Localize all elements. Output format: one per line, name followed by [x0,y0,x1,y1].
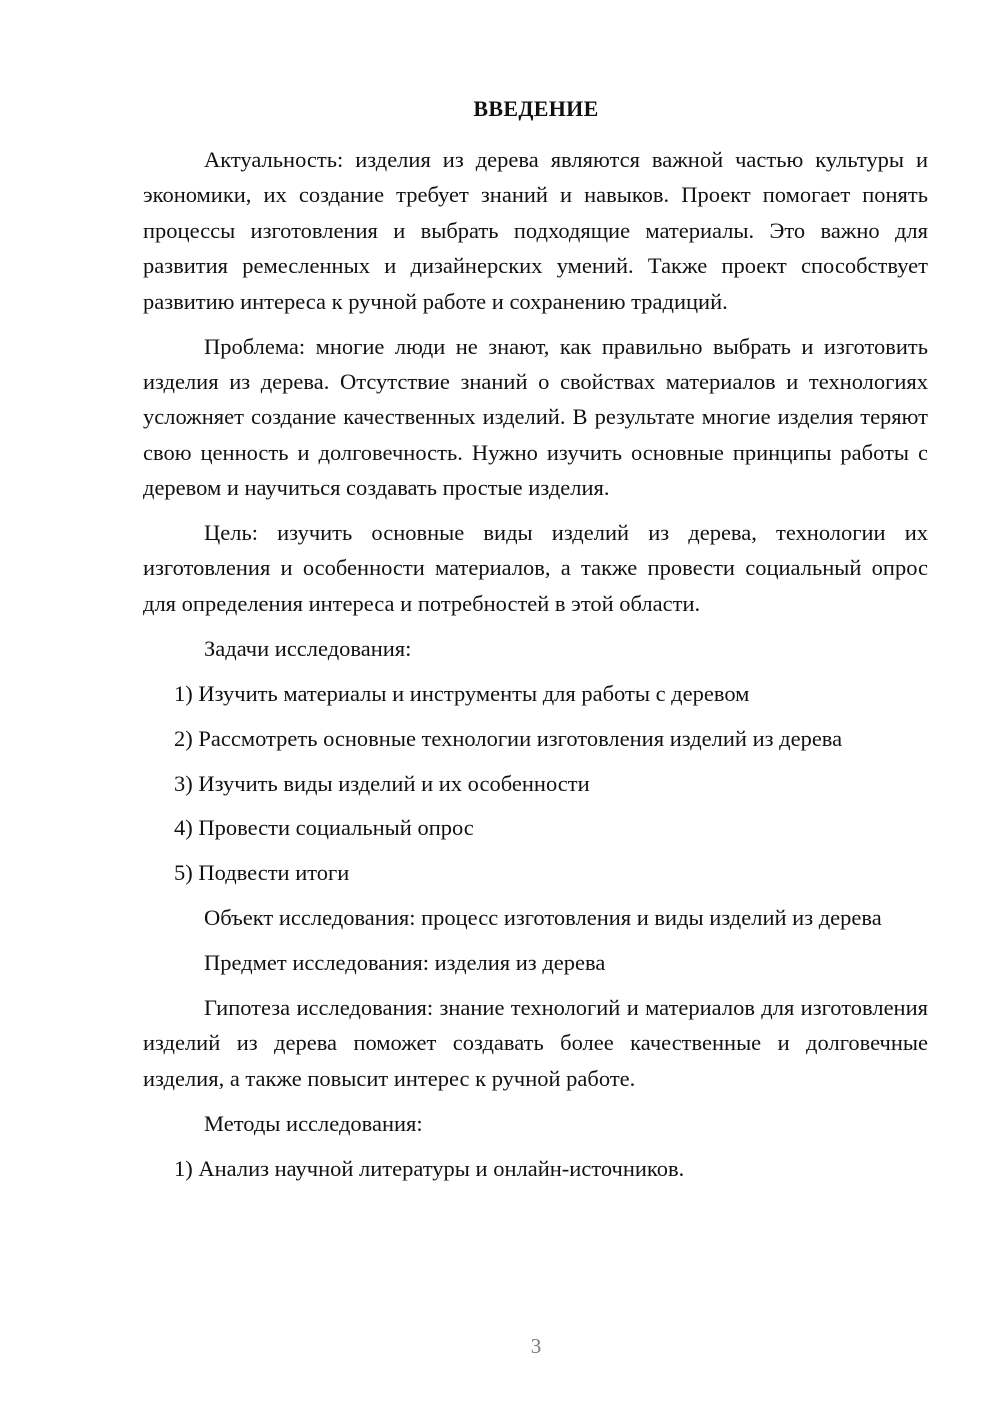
tasks-heading: Задачи исследования: [204,635,412,661]
relevance-paragraph: Актуальность: изделия из дерева являются важной частью культуры и экономики, их создание требует знаний и навыков. Проект помогает понять процессы изготовления и выбрать подходящие материалы. Это важно для развития ремесленных и дизайнерских умений. Также проект способствует развитию интереса к ручной работе и сохранению традиций. [143,147,928,314]
object-paragraph: Объект исследования: процесс изготовления и виды изделий из дерева [204,905,882,931]
task-item: 3) Изучить виды изделий и их особенности [174,770,590,796]
page-title: ВВЕДЕНИЕ [473,96,599,121]
page-number: 3 [530,1334,542,1358]
task-item: 1) Изучить материалы и инструменты для работы с деревом [174,680,750,706]
methods-heading: Методы исследования: [204,1110,423,1136]
problem-paragraph: Проблема: многие люди не знают, как правильно выбрать и изготовить изделия из дерева. Отсутствие знаний о свойствах материалов и технологиях усложняет создание качественных изделий. В результате многие изделия теряют свою ценность и долговечность. Нужно изучить основные принципы работы с деревом и научиться создавать простые изделия. [143,333,928,501]
subject-paragraph: Предмет исследования: изделия из дерева [204,950,606,976]
method-item: 1) Анализ научной литературы и онлайн-источников. [174,1155,685,1181]
hypothesis-paragraph: Гипотеза исследования: знание технологий и материалов для изготовления изделий из дерева поможет создавать более качественные и долговечные изделия, а также повысит интерес к ручной работе. [143,995,928,1091]
task-item: 5) Подвести итоги [174,860,350,886]
task-item: 2) Рассмотреть основные технологии изготовления изделий из дерева [174,725,843,751]
task-item: 4) Провести социальный опрос [174,815,474,841]
document-body [143,142,928,1196]
goal-paragraph: Цель: изучить основные виды изделий из дерева, технологии их изготовления и особенности материалов, а также провести социальный опрос для определения интереса и потребностей в этой области. [143,520,928,616]
